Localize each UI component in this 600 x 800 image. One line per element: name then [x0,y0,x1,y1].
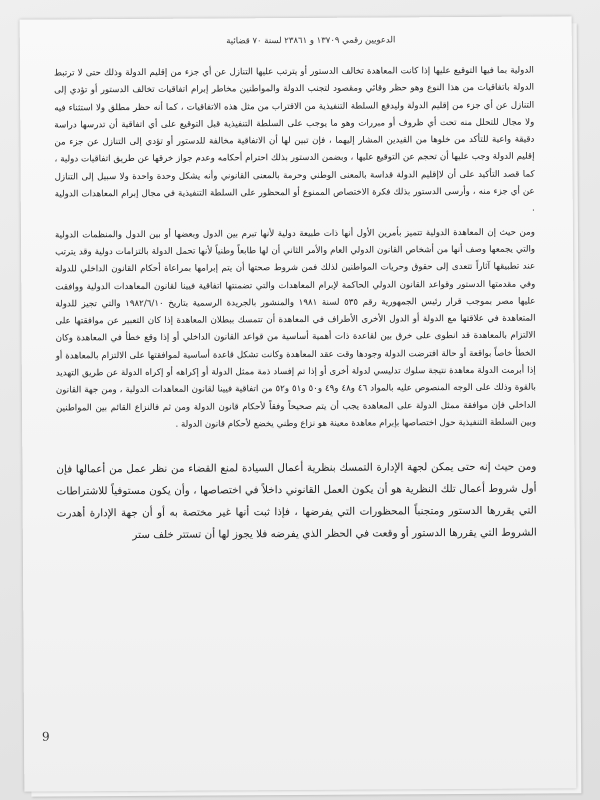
page-number: 9 [41,729,50,744]
paragraph: ومن حيث إنه حتى يمكن لجهة الإدارة التمسك بنظرية أعمال السيادة لمنع القضاء من نظر عمل من أعمالها فإن أول شروط أعمال تلك النظرية هو أن يكون العمل القانوني داخلاً في اختصاصها ، وأن يكون مستوفياً للاشتراطات التي يقررها الدستور ومتجنباً المحظورات التي يفرضها ، فإذا ثبت أنها غير مختصة به أو أن جهة الإدارة أهدرت الشروط التي يقررها الدستور أو وقعت في الحظر الذي يفرضه فلا يجوز لها أن تستتر خلف ستر [56,460,537,542]
document-page [20,16,577,791]
paragraph: ومن حيث إن المعاهدة الدولية تتميز بأمرين الأول أنها ذات طبيعة دولية لأنها تبرم بين الدول وبعضها أو بين الدول والمنظمات الدولية والتي يجمعها وصف أنها من أشخاص القانون الدولي العام والأمر الثاني أن لها طابعاً وطنياً لأنها تحمل الدولة بالتزامات دولية وقد يترتب عند تطبيقها آثاراً تتعدى إلى حقوق وحريات المواطنين لذلك فمن شروط صحتها أن يتم إبرامها بمراعاة أحكام القانون الداخلي للدولة وفي مقدمتها الدستور وقواعد القانون الدولي الحاكمة لإبرام المعاهدات والتي تضمنتها اتفاقية فيينا لقانون المعاهدات الدولية ووافقت عليها مصر بموجب قرار رئيس الجمهورية رقم ٥٣٥ لسنة ١٩٨١ والمنشور بالجريدة الرسمية بتاريخ ١٩٨٢/٦/١٠ والتي تجيز للدولة المتعاهدة في علاقتها مع الدولة أو الدول الأخرى الأطراف في المعاهدة أن تتمسك ببطلان المعاهدة إذا كان التعبير عن موافقتها على الالتزام بالمعاهدة قد انطوى على خرق بين لقاعدة ذات أهمية أساسية من قواعد القانون الداخلي أو إذا وقع خطأ في المعاهدة وكان الخطأ خاصاً بواقعة أو حالة افترضت الدولة وجودها وقت عقد المعاهدة وكانت تشكل قاعدة أساسية لموافقتها على الالتزام بالمعاهدة أو إذا أبرمت الدولة معاهدة نتيجة سلوك تدليسي لدولة أخرى أو إذا تم إفساد ذمة ممثل الدولة أو إكراهه أو إكراه الدولة عن طريق التهديد بالقوة وذلك على الوجه المنصوص عليه بالمواد ٤٦ و٤٨ و٤٩ و٥٠ و٥١ و٥٢ من اتفاقية فيينا لقانون المعاهدات الدولية ، ومن جهة القانون الداخلي فإن موافقة ممثل الدولة على المعاهدة يجب أن يتم صحيحاً وفقاً لأحكام قانون الدولة ومن ثم فالنزاع القائم بين المواطنين وبين السلطة التنفيذية حول اختصاصها بإبرام معاهدة معينة هو نزاع وطني يخضع لأحكام قانون الدولة . [54,227,537,430]
paragraph: الدولية بما فيها التوقيع عليها إذا كانت المعاهدة تخالف الدستور أو يترتب عليها التنازل عن أي جزء من إقليم الدولة وذلك حتى لا ترتبط الدولة باتفاقيات من هذا النوع وهو حظر وقائي ومقصود لتجنب الدولة والمواطنين مخاطر إبرام اتفاقيات تخالف الدستور أو تؤدي إلى التنازل عن أي جزء من إقليم الدولة وليدفع السلطة التنفيذية من الاقتراب من مثل هذه الاتفاقيات ، كما أنه حظر مطلق ولا استثناء فيه ولا مجال للتحلل منه تحت أي ظروف أو مبررات وهو ما يوجب على السلطة التنفيذية قبل التوقيع على أي اتفاقية أن تدرسها دراسة دقيقة واعية للتأكد من خلوها من القيدين المشار إليهما ، فإن تبين لها أن الاتفاقية مخالفة للدستور أو تؤدي إلى التنازل عن جزء من إقليم الدولة وجب عليها أن تحجم عن التوقيع عليها ، وبضمن الدستور بذلك احترام أحكامه وعدم جواز خرقها عن طريق اتفاقيات دولية ، كما قصد التأكيد على أن لاإقليم الدولة قداسة بالمعنى الوطني وحرمة بالمعنى القانوني وأنه يشكل وحدة واحدة ولا سبيل إلى التنازل عن أي جزء منه ، وأرسى الدستور بذلك فكرة الاختصاص الممنوع أو المحظور على السلطة التنفيذية في مجال إبرام المعاهدات الدولية . [53,65,535,214]
document-body [54,63,537,553]
case-header: الدعويين رقمي ١٣٧٠٩ و ٢٣٨٦١ لسنة ٧٠ قضائية [226,35,396,47]
